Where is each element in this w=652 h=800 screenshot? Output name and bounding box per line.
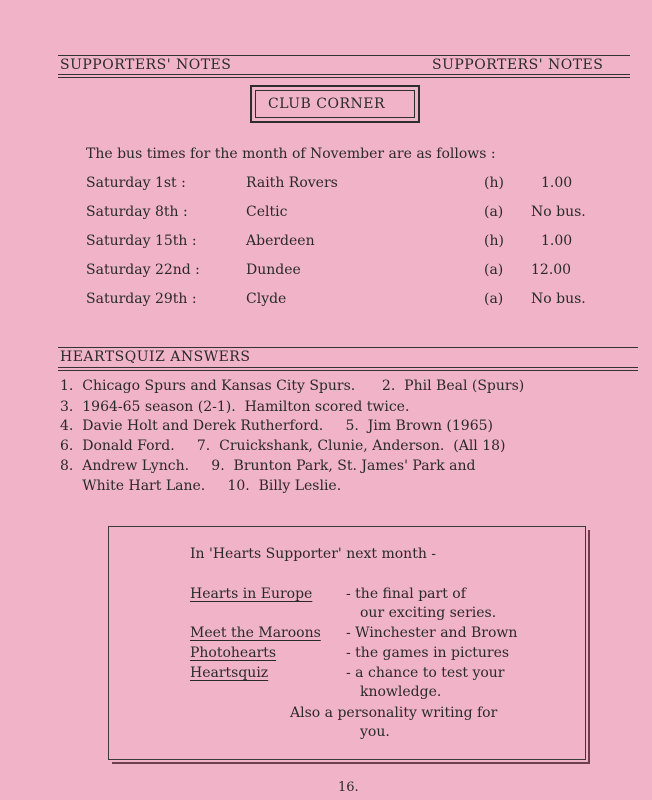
quiz-line: 8. Andrew Lynch. 9. Brunton Park, St. James' Park and: [60, 458, 476, 474]
club-corner-title: CLUB CORNER: [268, 96, 386, 112]
feature-desc: - a chance to test your: [346, 665, 505, 681]
feature-desc: - Winchester and Brown: [346, 625, 518, 641]
bus-opponent: Dundee: [246, 262, 301, 278]
bus-time: 1.00: [541, 233, 573, 249]
page-number: 16.: [338, 780, 359, 795]
bus-row: [0, 262, 652, 282]
bus-time: No bus.: [531, 204, 586, 220]
bus-day: Saturday 22nd :: [86, 262, 200, 278]
feature-label: Hearts in Europe: [190, 586, 313, 602]
header-bottom-rule-2: [58, 77, 630, 78]
bus-opponent: Celtic: [246, 204, 288, 220]
feature-desc: our exciting series.: [360, 605, 497, 621]
bus-opponent: Clyde: [246, 291, 287, 307]
header-left: SUPPORTERS' NOTES: [60, 57, 232, 73]
next-month-footer-1: Also a personality writing for: [290, 705, 498, 721]
header-top-rule: [58, 55, 630, 56]
bus-day: Saturday 29th :: [86, 291, 197, 307]
bus-venue: (a): [484, 262, 504, 278]
feature-label: Meet the Maroons: [190, 625, 321, 641]
bus-opponent: Raith Rovers: [246, 175, 338, 191]
bus-row: [0, 204, 652, 224]
bus-day: Saturday 15th :: [86, 233, 197, 249]
quiz-line: 3. 1964-65 season (2-1). Hamilton scored twice.: [60, 399, 410, 415]
header-bottom-rule: [58, 74, 630, 75]
quiz-title: HEARTSQUIZ ANSWERS: [60, 349, 251, 365]
bus-opponent: Aberdeen: [246, 233, 315, 249]
next-month-heading: In 'Hearts Supporter' next month -: [190, 546, 437, 562]
next-month-footer-2: you.: [360, 724, 390, 740]
bus-row: [0, 233, 652, 253]
bus-time: 12.00: [531, 262, 572, 278]
quiz-line: White Hart Lane. 10. Billy Leslie.: [60, 478, 342, 494]
feature-desc: - the final part of: [346, 586, 466, 602]
feature-desc: - the games in pictures: [346, 645, 510, 661]
bus-time: No bus.: [531, 291, 586, 307]
bus-row: [0, 291, 652, 311]
quiz-line: 4. Davie Holt and Derek Rutherford. 5. Jim Brown (1965): [60, 418, 493, 434]
header-right: SUPPORTERS' NOTES: [432, 57, 604, 73]
quiz-top-rule: [58, 347, 638, 348]
quiz-bottom-rule-2: [58, 370, 638, 371]
bus-venue: (a): [484, 204, 504, 220]
feature-label: Photohearts: [190, 645, 277, 661]
bus-intro: The bus times for the month of November are as follows :: [86, 146, 496, 162]
feature-desc: knowledge.: [360, 684, 442, 700]
bus-row: [0, 175, 652, 195]
bus-time: 1.00: [541, 175, 573, 191]
quiz-line: 6. Donald Ford. 7. Cruickshank, Clunie, Anderson. (All 18): [60, 438, 506, 454]
bus-day: Saturday 8th :: [86, 204, 188, 220]
quiz-line: 1. Chicago Spurs and Kansas City Spurs. 2. Phil Beal (Spurs): [60, 378, 525, 394]
bus-venue: (a): [484, 291, 504, 307]
feature-label: Heartsquiz: [190, 665, 269, 681]
bus-venue: (h): [484, 175, 504, 191]
quiz-bottom-rule: [58, 367, 638, 368]
bus-venue: (h): [484, 233, 504, 249]
bus-day: Saturday 1st :: [86, 175, 186, 191]
